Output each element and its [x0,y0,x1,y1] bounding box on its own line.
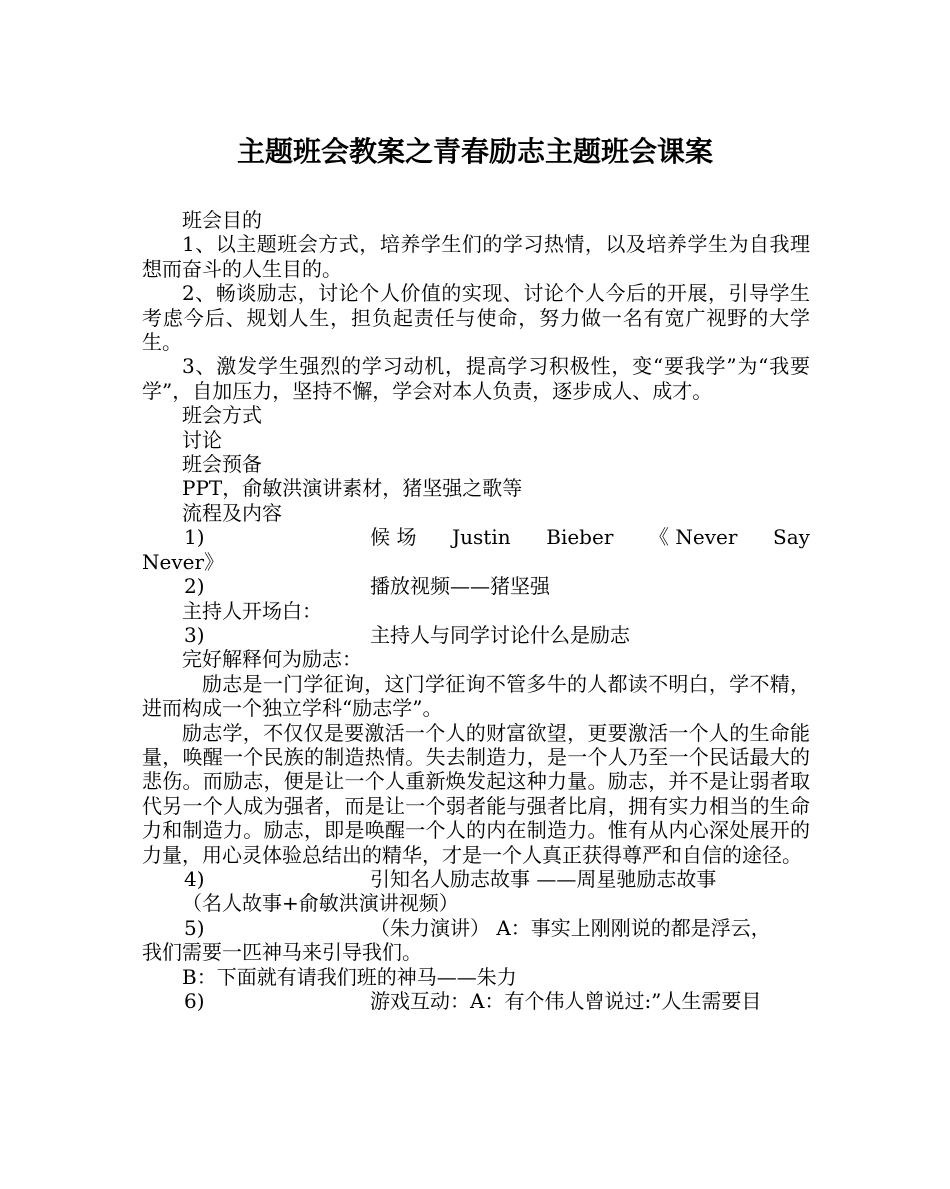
step-2-text: 播放视频——猪坚强 [370,574,550,599]
step-5-number: 5) [184,915,205,940]
goal-item-3: 3、激发学生强烈的学习动机，提高学习积极性，变“要我学”为“我要学”，自加压力，坚持不懈，学会对本人负责，逐步成人、成才。 [142,354,810,403]
paragraph-1: 励志是一门学征询，这门学征询不管多牛的人都读不明白，学不精，进而构成一个独立学科“励志学”。 [142,671,810,721]
step-4-line [142,867,810,891]
step-3-number: 3) [184,622,205,647]
flow-heading: 流程及内容 [182,500,282,525]
document-title: 主题班会教案之青春励志主题班会课案 [236,135,713,168]
step-5-b: B：下面就有请我们班的神马——朱力 [182,964,517,989]
step-6-text: 游戏互动：A：有个伟人曾说过:”人生需要目 [370,989,762,1013]
step-1-wrap: Never》 [142,549,225,574]
explain-heading: 完好解释何为励志： [182,647,362,672]
step-5-text: （朱力演讲） A：事实上刚刚说的都是浮云， [370,915,771,940]
step-3-text: 主持人与同学讨论什么是励志 [370,622,630,647]
step-4-note: （名人故事+俞敏洪演讲视频） [182,891,459,916]
step-1-word-c: Bieber [546,525,614,550]
step-2-line [142,574,810,598]
prep-heading: 班会预备 [182,452,262,477]
step-1-number: 1) [184,525,205,550]
prep-text: PPT，俞敏洪演讲素材，猪坚强之歌等 [182,476,523,501]
step-4-number: 4) [184,866,205,891]
step-1-word-d: 《 Never [649,525,738,550]
step-6-number: 6) [184,989,205,1013]
step-5-wrap: 我们需要一匹神马来引导我们。 [142,940,422,965]
method-text: 讨论 [182,427,222,452]
step-1-word-a: 候 场 [370,525,417,550]
goal-heading: 班会目的 [182,208,262,232]
step-1-word-e: Say [773,525,810,550]
method-heading: 班会方式 [182,403,262,428]
step-6-line [142,989,810,1013]
step-2-number: 2) [184,574,205,599]
paragraph-2: 励志学，不仅仅是要激活一个人的财富欲望，更要激活一个人的生命能量，唤醒一个民族的制造热情。失去制造力，是一个人乃至一个民话最大的悲伤。而励志，便是让一个人重新焕发起这种力量。励志，并不是让弱者取代另一个人成为强者，而是让一个弱者能与强者比肩，拥有实力相当的生命力和制造力。励志，即是唤醒一个人的内在制造力。惟有从内心深处展开的力量，用心灵体验总结出的精华，才是一个人真正获得尊严和自信的途径。 [142,720,810,867]
step-1-word-b: Justin [452,525,511,550]
step-3-line [142,623,810,647]
document-body [142,208,810,1013]
goal-item-1: 1、以主题班会方式，培养学生们的学习热情，以及培养学生为自我理想而奋斗的人生目的。 [142,232,810,281]
step-4-text: 引知名人励志故事 ——周星驰励志故事 [370,866,717,891]
step-5-line [142,916,810,940]
step-1-line [142,525,810,549]
host-opening: 主持人开场白： [182,598,322,623]
goal-item-2: 2、畅谈励志，讨论个人价值的实现、讨论个人今后的开展，引导学生考虑今后、规划人生，担负起责任与使命，努力做一名有宽广视野的大学生。 [142,281,810,355]
